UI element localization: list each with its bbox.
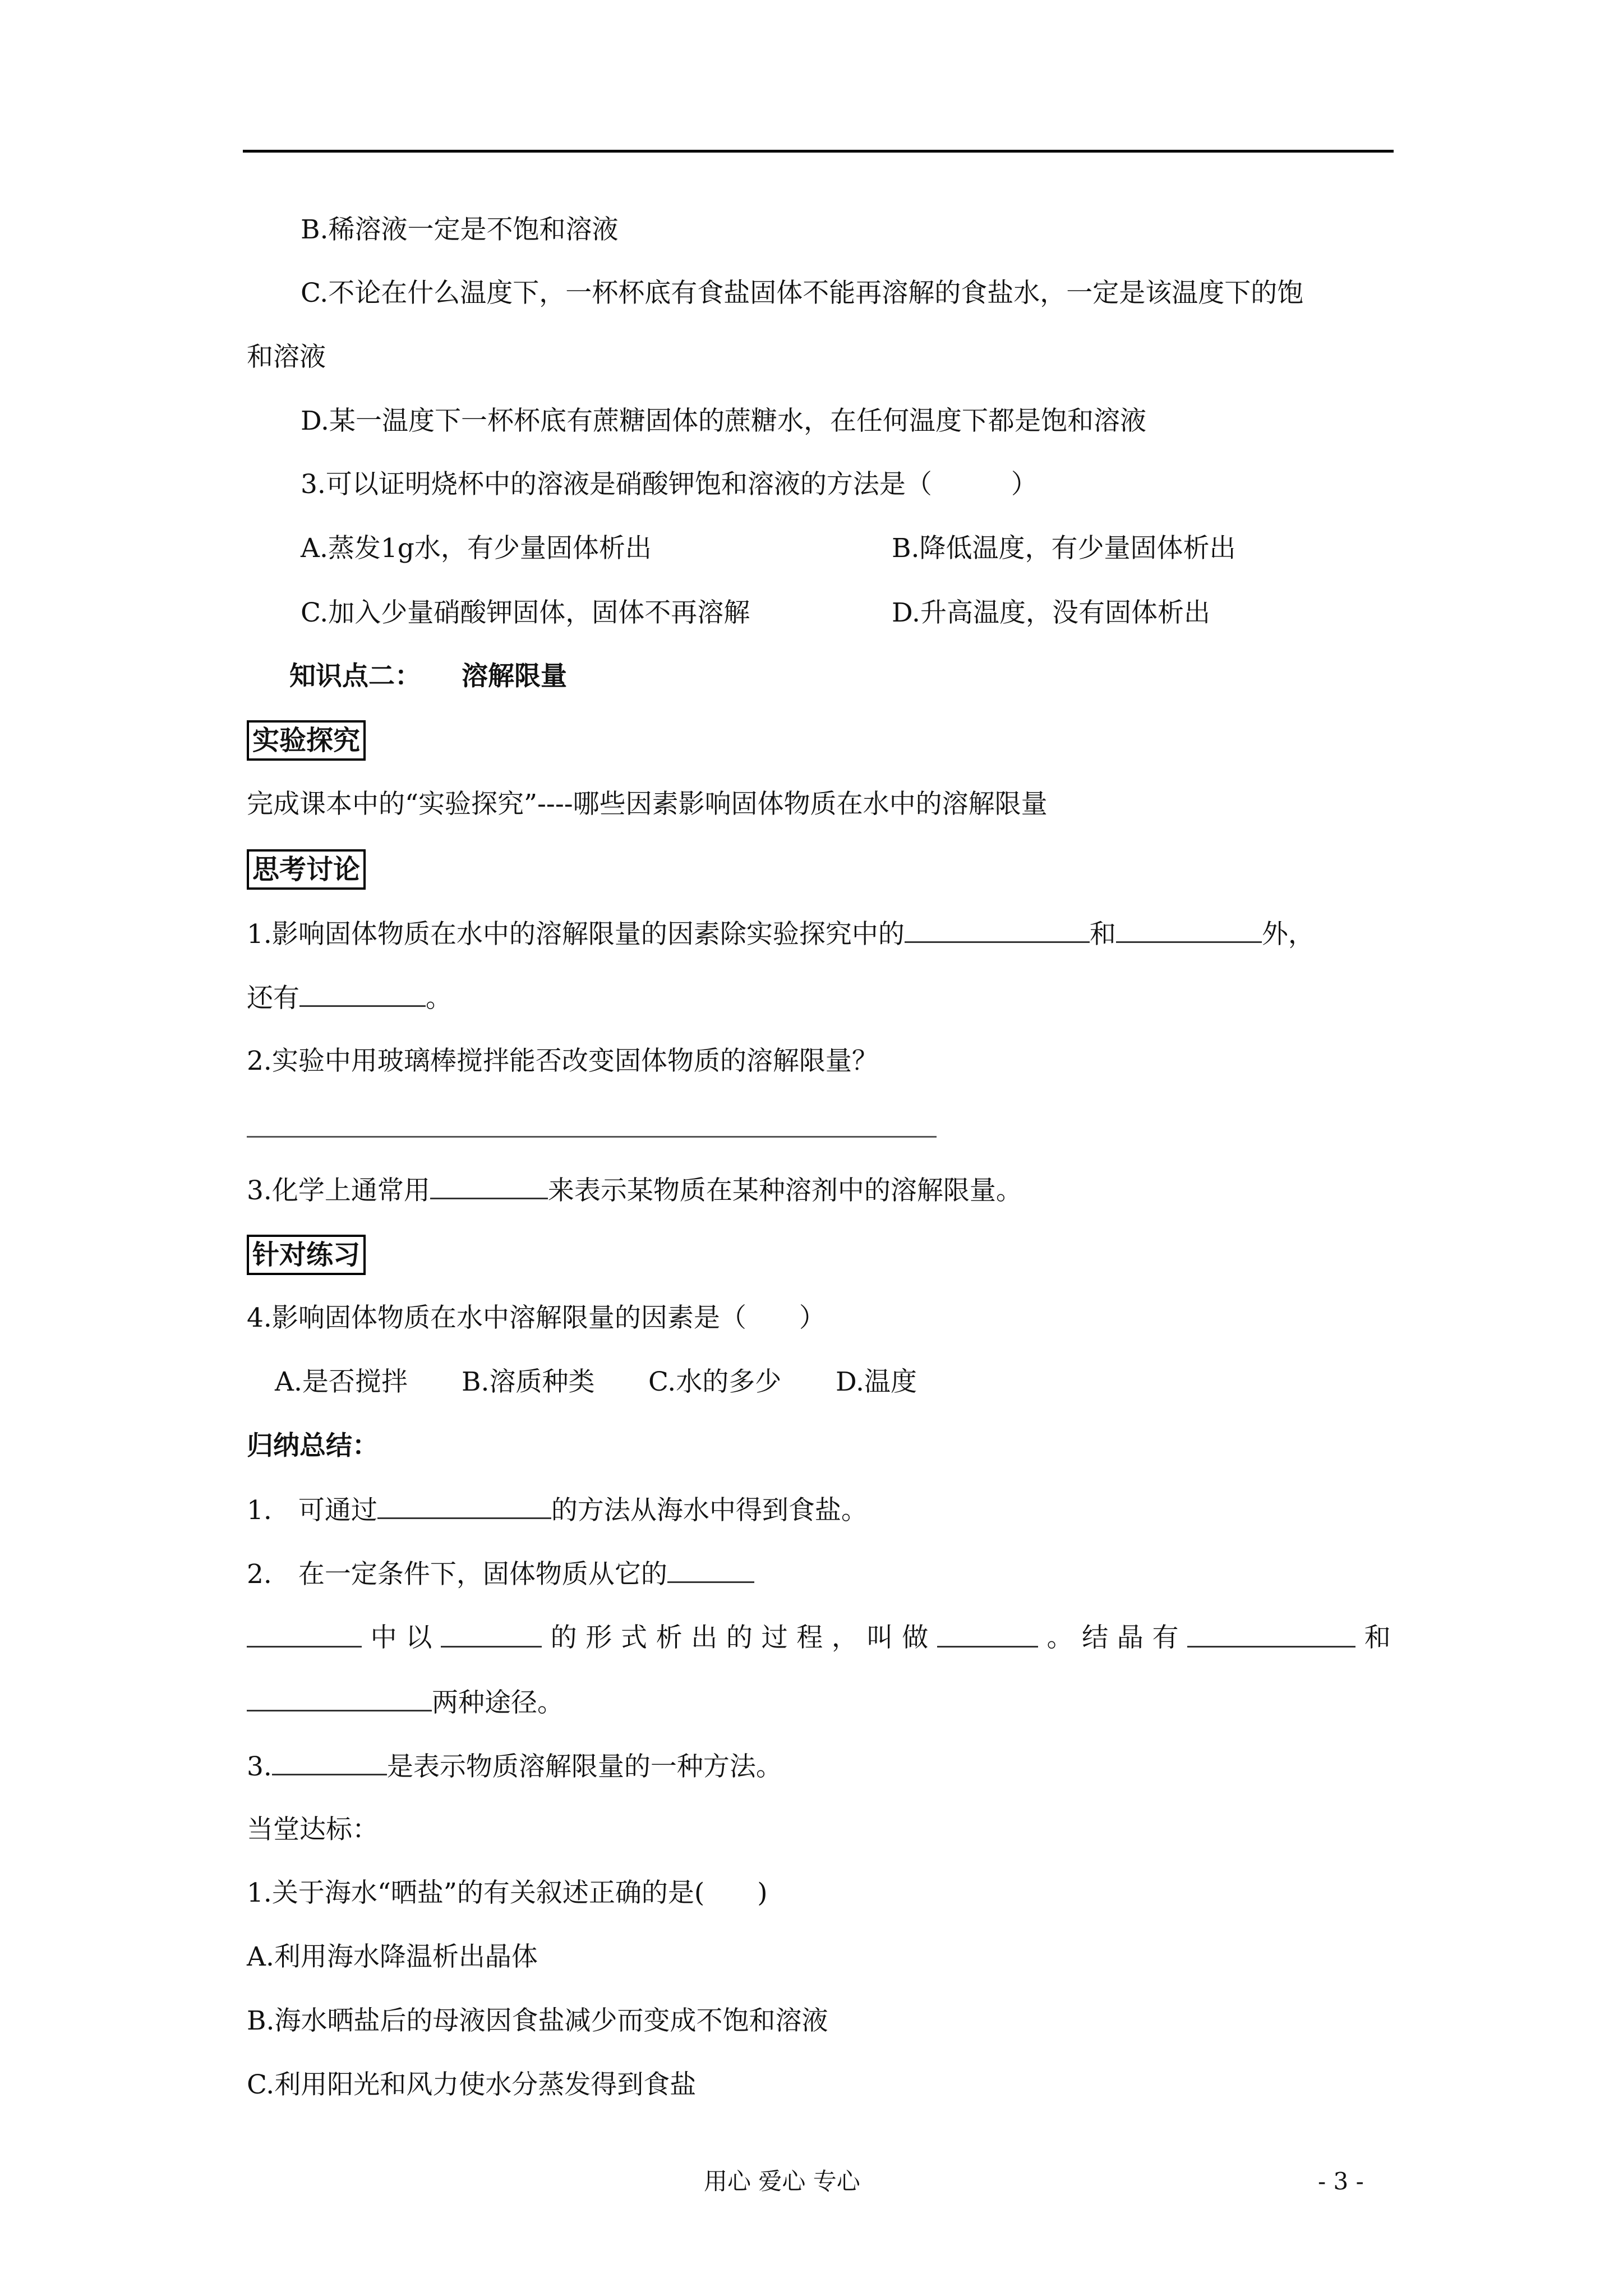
q2-option-d: D.某一温度下一杯杯底有蔗糖固体的蔗糖水，在任何温度下都是饱和溶液 [301, 406, 1146, 436]
summary-2-text-c: 两种途径。 [432, 1687, 564, 1718]
q3-option-b: B.降低温度，有少量固体析出 [892, 533, 1236, 564]
q2-option-c-line2: 和溶液 [247, 342, 326, 372]
summary-2-char: 叫 [866, 1622, 893, 1653]
summary-2-char: ， [831, 1622, 858, 1653]
summary-item-2-line1 [247, 1557, 754, 1591]
summary-2-char: 析 [656, 1622, 683, 1653]
header-rule [243, 150, 1394, 153]
check-q1-option-a: A.利用海水降温析出晶体 [247, 1941, 538, 1972]
q2-option-b: B.稀溶液一定是不饱和溶液 [301, 214, 619, 245]
answer-blank[interactable] [937, 1621, 1038, 1648]
summary-2-char: 有 [1152, 1622, 1179, 1653]
q3-option-d: D.升高温度，没有固体析出 [892, 597, 1210, 628]
check-title: 当堂达标： [247, 1814, 379, 1845]
answer-blank[interactable] [247, 1621, 362, 1648]
summary-item-3 [247, 1749, 782, 1784]
q2-option-c-line1: C.不论在什么温度下，一杯杯底有食盐固体不能再溶解的食盐水，一定是该温度下的饱 [301, 278, 1304, 309]
summary-item-2-line2 [247, 1621, 1391, 1655]
discussion-q1-text-d: 还有 [247, 983, 299, 1014]
experiment-box: 实验探究 [247, 720, 366, 761]
answer-blank[interactable] [441, 1621, 542, 1648]
summary-2-char: 的 [550, 1622, 577, 1653]
discussion-q3-text-a: 3.化学上通常用 [247, 1175, 430, 1206]
discussion-q2: 2.实验中用玻璃棒搅拌能否改变固体物质的溶解限量？ [247, 1046, 878, 1076]
summary-2-char: 的 [726, 1622, 753, 1653]
check-q1-option-b: B.海水晒盐后的母液因食盐减少而变成不饱和溶液 [247, 2005, 828, 2036]
summary-2-char: 式 [620, 1622, 647, 1653]
discussion-q3-text-b: 来表示某物质在某种溶剂中的溶解限量。 [547, 1175, 1022, 1206]
summary-2-char: 和 [1364, 1622, 1391, 1653]
discussion-q1-text-b: 和 [1089, 919, 1116, 950]
page-number: - 3 - [1318, 2168, 1364, 2195]
answer-blank[interactable] [667, 1557, 754, 1583]
practice-q4-option-b: B.溶质种类 [462, 1366, 595, 1397]
check-q1-option-c: C.利用阳光和风力使水分蒸发得到食盐 [247, 2069, 697, 2100]
discussion-q1-text-a: 1.影响固体物质在水中的溶解限量的因素除实验探究中的 [247, 919, 905, 950]
q3-option-c: C.加入少量硝酸钾固体，固体不再溶解 [301, 597, 750, 628]
answer-blank[interactable] [377, 1493, 551, 1519]
discussion-q1-line1 [247, 917, 1315, 951]
q3-stem: 3.可以证明烧杯中的溶液是硝酸钾饱和溶液的方法是（ ） [301, 469, 1038, 500]
practice-q4-option-c: C.水的多少 [648, 1366, 782, 1397]
answer-blank[interactable] [1187, 1621, 1355, 1648]
summary-item-1 [247, 1493, 868, 1527]
answer-blank[interactable] [272, 1749, 387, 1775]
discussion-q1-line2 [247, 981, 452, 1015]
summary-2-char: 做 [902, 1622, 929, 1653]
summary-2-char: 。 [1046, 1622, 1073, 1653]
answer-blank[interactable] [1116, 917, 1262, 943]
summary-1-text-a: 1. 可通过 [247, 1495, 377, 1526]
check-q1: 1.关于海水“晒盐”的有关叙述正确的是( ) [247, 1878, 768, 1908]
knowledge-point-label: 知识点二： [289, 661, 421, 692]
discussion-box: 思考讨论 [247, 849, 366, 890]
discussion-q1-text-c: 外， [1261, 919, 1315, 950]
knowledge-point-title: 溶解限量 [462, 661, 567, 692]
footer-motto: 用心 爱心 专心 [704, 2168, 860, 2195]
summary-3-text-b: 是表示物质溶解限量的一种方法。 [386, 1751, 782, 1782]
practice-q4: 4.影响固体物质在水中溶解限量的因素是（ ） [247, 1303, 826, 1333]
summary-2-char: 形 [585, 1622, 612, 1653]
discussion-q1-text-e: 。 [426, 983, 452, 1014]
summary-3-text-a: 3. [247, 1751, 272, 1782]
summary-item-2-line3 [247, 1685, 564, 1720]
answer-blank[interactable] [299, 981, 426, 1007]
practice-q4-option-a: A.是否搅拌 [275, 1366, 408, 1397]
summary-2-char: 出 [691, 1622, 718, 1653]
answer-blank[interactable] [905, 917, 1090, 943]
q3-option-a: A.蒸发1g水，有少量固体析出 [301, 533, 652, 564]
answer-blank[interactable] [247, 1685, 432, 1711]
summary-2-char: 以 [405, 1622, 432, 1653]
practice-box: 针对练习 [247, 1235, 366, 1275]
discussion-q3 [247, 1173, 1022, 1208]
summary-2-char: 晶 [1117, 1622, 1144, 1653]
practice-q4-option-d: D.温度 [836, 1366, 917, 1397]
summary-2-char: 中 [370, 1622, 397, 1653]
summary-title: 归纳总结： [247, 1430, 379, 1461]
summary-2-char: 程 [796, 1622, 823, 1653]
answer-blank[interactable] [430, 1173, 548, 1199]
summary-1-text-b: 的方法从海水中得到食盐。 [551, 1495, 868, 1526]
summary-2-char: 结 [1082, 1622, 1109, 1653]
experiment-text: 完成课本中的“实验探究”----哪些因素影响固体物质在水中的溶解限量 [247, 789, 1048, 820]
answer-line[interactable] [247, 1136, 937, 1138]
summary-2-char: 过 [761, 1622, 788, 1653]
summary-2-text-a: 2. 在一定条件下，固体物质从它的 [247, 1559, 667, 1590]
